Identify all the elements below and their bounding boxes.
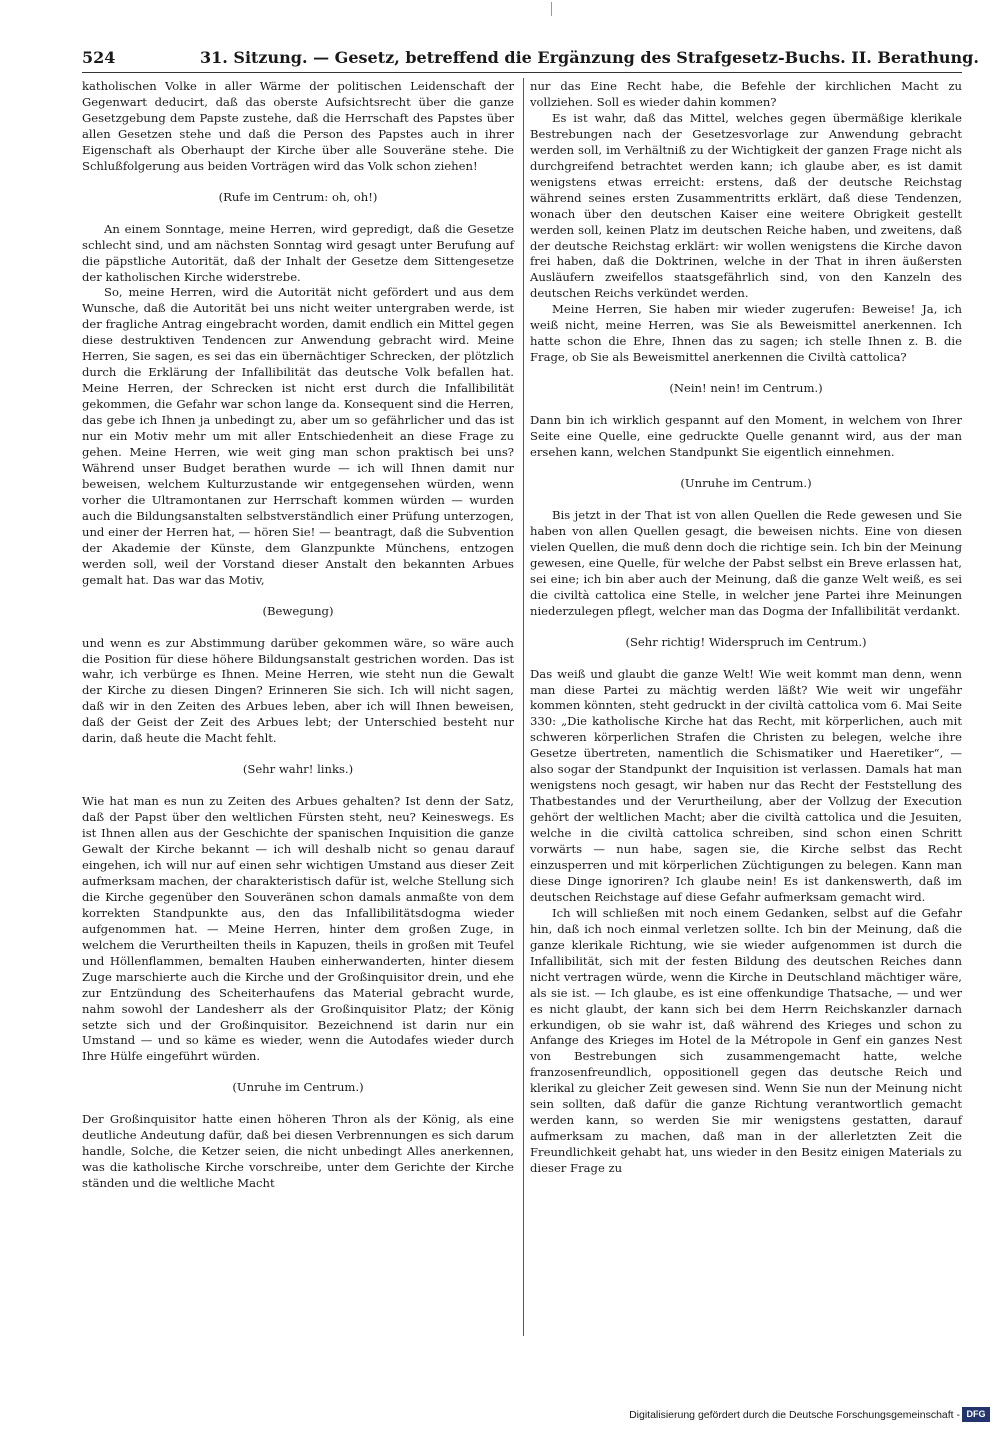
paragraph: An einem Sonntage, meine Herren, wird gepredigt, daß die Gesetze schlecht sind, und am nächsten Sonntag wird gesagt unter Berufung auf die päpstliche Autorität, daß der Inhalt der Gesetze dem Sittengesetze der katholischen Kirche widerstrebe. [82,221,514,284]
interjection: (Rufe im Centrum: oh, oh!) [218,189,378,204]
paragraph: Ich will schließen mit noch einem Gedanken, selbst auf die Gefahr hin, daß ich noch einmal verletzen sollte. Ich bin der Meinung, daß die ganze klerikale Richtung, wie sie wieder aufgenommen ist durch die Infallibilität, sich mit der festen Bildung des deutschen Reiches dann nicht vertragen würde, wenn die Kirche in Deutschland mächtiger wäre, als sie ist. — Ich glaube, es ist eine offenkundige Thatsache, — und wer es nicht glaubt, der kann sich bei dem Herrn Reichskanzler darnach erkundigen, ob sie wahr ist, daß während des Krieges und schon zu Anfange des Krieges im Hotel de la Métropole in Genf ein ganzes Nest von Bestrebungen sich zusammengemacht hatte, welche franzosenfreundlich, oppositionell gegen das deutsche Reich und klerikal zu gleicher Zeit gewesen sind. Wenn Sie nun der Meinung nicht sein sollten, daß dafür die ganze Richtung verantwortlich gemacht werden kann, so werden Sie mir wenigstens gestatten, darauf aufmerksam zu machen, daß man in der allerletzten Zeit die Freundlichkeit gehabt hat, uns wieder in den Besitz einigen Materials zu dieser Frage zu [530,905,962,1176]
right-column [530,79,962,1177]
interjection: (Unruhe im Centrum.) [232,1080,364,1095]
paragraph: Bis jetzt in der That ist von allen Quellen die Rede gewesen und Sie haben von allen Quellen gesagt, die beweisen nichts. Eine von diesen vielen Quellen, die muß denn doch die richtige sein. Ich bin der Meinung gewesen, eine Quelle, für welche der Pabst selbst ein Breve erlassen hat, sei eine; ich bin aber auch der Meinung, daß die ganze Welt weiß, es sei die civiltà cattolica eine Stelle, in welcher jene Partei ihre Meinungen niederzulegen pflegt, welcher man das Dogma der Infallibilität verdankt. [530,507,962,618]
paragraph: Es ist wahr, daß das Mittel, welches gegen übermäßige klerikale Bestrebungen nach der Gesetzesvorlage zur Anwendung gebracht werden soll, im Verhältniß zu der Wichtigkeit der ganzen Frage nicht als durchgreifend betrachtet werden kann; ich glaube aber, es ist damit wenigstens etwas erreicht: erstens, daß der deutsche Reichstag während seines ersten Zusammentritts erklärt, daß diese Tendenzen, wonach über den deutschen Kaiser eine weitere Obrigkeit gestellt werden soll, keinen Platz im deutschen Reiche haben, und zweitens, daß der deutsche Reichstag erklärt: wir wollen wenigstens die Kirche davon frei haben, daß die Doktrinen, welche in der That in ihren äußersten Ausläufern zweifellos staatsgefährlich sind, von den Kanzeln des deutschen Reichs verkündet werden. [530,110,962,301]
running-title: 31. Sitzung. — Gesetz, betreffend die Ergänzung des Strafgesetz-Buchs. II. Berathung. [200,48,979,67]
paragraph: Wie hat man es nun zu Zeiten des Arbues gehalten? Ist denn der Satz, daß der Papst über den weltlichen Fürsten steht, neu? Keineswegs. Es ist Ihnen allen aus der Geschichte der spanischen Inquisition die ganze Gewalt der Kirche bekannt — ich will deshalb nicht so genau darauf eingehen, ich will nur auf einen sehr wichtigen Umstand aus dieser Zeit aufmerksam machen, der charakteristisch dafür ist, welche Stellung sich die Kirche gegenüber den Souveränen schon damals anmaßte von dem korrekten Standpunkte aus, den das Infallibilitätsdogma wieder aufgenommen hat. — Meine Herren, hinter dem großen Zuge, in welchem die Verurtheilten theils in Kapuzen, theils in großen mit Teufel und Höllenflammen, bemalten Hauben einherwanderten, hinter diesem Zuge marschierte auch die Kirche und der Großinquisitor drein, und ehe zur Entzündung des Scheiterhaufens das Material gebracht wurde, nahm sowohl der Landesherr als der Großinquisitor Platz; der König setzte sich und der Großinquisitor. Bezeichnend ist darin nur ein Umstand — und so käme es wieder, wenn die Autodafes wieder durch Ihre Hülfe eingeführt würden. [82,794,514,1064]
left-column [82,79,514,1192]
paragraph: nur das Eine Recht habe, die Befehle der kirchlichen Macht zu vollziehen. Soll es wieder dahin kommen? [530,79,962,109]
interjection: (Sehr wahr! links.) [242,762,354,777]
page-number: 524 [82,48,116,67]
paragraph: Meine Herren, Sie haben mir wieder zugerufen: Beweise! Ja, ich weiß nicht, meine Herren, was Sie als Beweismittel anerkennen. Ich hatte schon die Ehre, Ihnen das zu sagen; ich stelle Ihnen z. B. die Frage, ob Sie als Beweismittel anerkennen die Civiltà cattolica? [530,302,962,365]
paragraph: und wenn es zur Abstimmung darüber gekommen wäre, so wäre auch die Position für diese höhere Bildungsanstalt gestrichen worden. Das ist wahr, ich verbürge es Ihnen. Meine Herren, wie steht nun die Gewalt der Kirche zu diesen Dingen? Erinneren Sie sich. Ich will nicht sagen, daß wir in den Zeiten des Arbues leben, aber ich will Ihnen beweisen, daß der Geist der Zeit des Arbues lebt; der Unterschied besteht nur darin, daß heute die Macht fehlt. [82,635,514,746]
interjection: (Bewegung) [262,603,334,618]
footer-funding-note: Digitalisierung gefördert durch die Deutsche Forschungsgemeinschaft - [629,1409,960,1421]
paragraph: katholischen Volke in aller Wärme der politischen Leidenschaft der Gegenwart deducirt, daß das oberste Aufsichtsrecht über die ganze Gesetzgebung dem Papste zustehe, daß die Herrschaft des Papstes über allen Gesetzen stehe und daß die Person des Papstes auch in ihrer Eigenschaft als Oberhaupt der Kirche über alle Souveräne stehe. Die Schlußfolgerung aus beiden Vorträgen wird das Volk schon ziehen! [82,79,514,173]
paragraph: Der Großinquisitor hatte einen höheren Thron als der König, als eine deutliche Andeutung dafür, daß bei diesen Verbrennungen es sich darum handle, Solche, die Ketzer seien, die nicht unbedingt Alles anerkennen, was die katholische Kirche vorschreibe, unter dem Gerichte der Kirche ständen und die weltliche Macht [82,1112,514,1191]
paragraph: Dann bin ich wirklich gespannt auf den Moment, in welchem von Ihrer Seite eine Quelle, eine gedruckte Quelle genannt wird, aus der man ersehen kann, welchen Standpunkt Sie eigentlich einnehmen. [530,413,962,460]
column-divider [523,78,524,1336]
interjection: (Sehr richtig! Widerspruch im Centrum.) [625,634,867,649]
dfg-logo: DFG [962,1407,990,1422]
header-rule [82,72,962,73]
scan-mark [551,2,552,16]
paragraph: So, meine Herren, wird die Autorität nicht gefördert und aus dem Wunsche, daß die Autorität bei uns nicht weiter untergraben werde, ist der fragliche Antrag eingebracht worden, damit endlich ein Mittel gegen diese destruktiven Tendencen zur Anwendung gebracht wird. Meine Herren, Sie sagen, es sei das ein übernächtiger Schrecken, der plötzlich durch die Erklärung der Infallibilität das deutsche Volk befallen hat. Meine Herren, der Schrecken ist nicht erst durch die Infallibilität gekommen, die Gefahr war schon lange da. Konsequent sind die Herren, das gebe ich Ihnen ja unbedingt zu, aber um so gefährlicher und das ist nur ein Motiv mehr um mit aller Entschiedenheit an diese Frage zu gehen. Meine Herren, wie weit ging man schon praktisch bei uns? Während unser Budget berathen wurde — ich will Ihnen damit nur beweisen, welchem Kulturzustande wir entgegensehen würden, wenn vorher die Ultramontanen zur Herrschaft kommen würden — wurden auch die Bildungsanstalten selbstverständlich einer Prüfung unterzogen, und einer der Herren hat, — hören Sie! — beantragt, daß die Subvention der Akademie der Künste, dem Glanzpunkte Münchens, entzogen werden soll, weil der Vorstand dieser Anstalt den bekannten Arbues gemalt hat. Das war das Motiv, [82,285,514,587]
interjection: (Unruhe im Centrum.) [680,475,812,490]
paragraph: Das weiß und glaubt die ganze Welt! Wie weit kommt man denn, wenn man diese Partei zu mächtig werden läßt? Wie weit wir ungefähr kommen könnten, steht gedruckt in der civiltà cattolica vom 6. Mai Seite 330: „Die katholische Kirche hat das Recht, mit körperlichen, auch mit schweren körperlichen Strafen die Christen zu belegen, welche ihre Gesetze übertreten, namentlich die Schismatiker und Haeretiker“, — also sogar der Standpunkt der Inquisition ist verlassen. Damals hat man wenigstens noch gesagt, wir haben nur das Recht der Feststellung des Thatbestandes und der Verurtheilung, aber der Vollzug der Execution gehört der weltlichen Macht; aber die civiltà cattolica und die Jesuiten, welche in die civiltà cattolica schreiben, sind schon einen Schritt vorwärts — nun habe, sagen sie, die Kirche selbst das Recht einzusperren und mit körperlichen Züchtigungen zu belegen. Kann man diese Dinge ignoriren? Ich glaube nein! Es ist dankenswerth, daß im deutschen Reichstage auf diese Gefahr aufmerksam gemacht wird. [530,666,962,904]
page-header [82,46,979,70]
interjection: (Nein! nein! im Centrum.) [669,381,823,396]
